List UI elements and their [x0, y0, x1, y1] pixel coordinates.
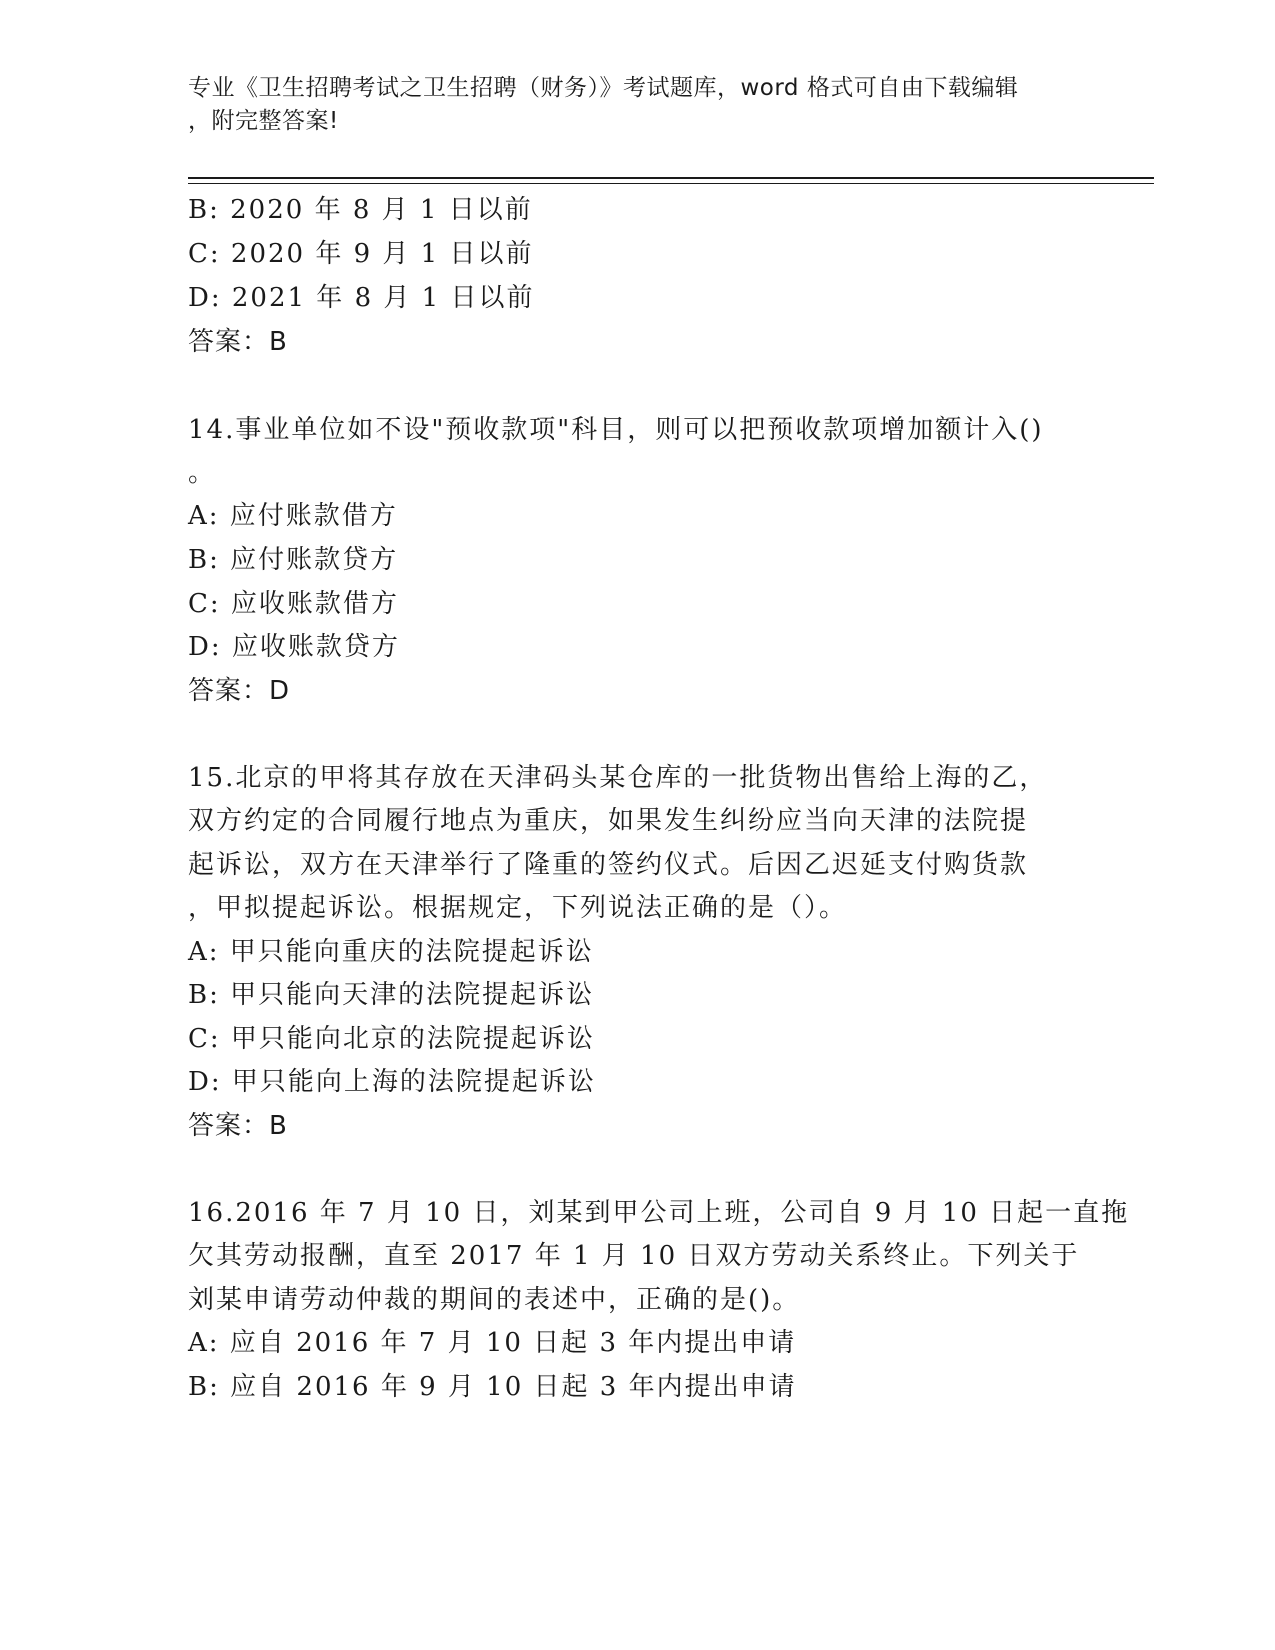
q15-answer: 答案：B: [188, 1111, 288, 1141]
q15-option-d: D: 甲只能向上海的法院提起诉讼: [188, 1067, 596, 1097]
header-rule-thick: [188, 177, 1154, 179]
q14-answer: 答案：D: [188, 676, 291, 706]
q16-option-a: A: 应自 2016 年 7 月 10 日起 3 年内提出申请: [188, 1328, 797, 1358]
q13-answer: 答案：B: [188, 327, 288, 357]
header-rule-thin: [188, 183, 1154, 184]
q16-stem-line-1: 16.2016 年 7 月 10 日，刘某到甲公司上班，公司自 9 月 10 日起一直拖: [188, 1198, 1130, 1228]
q14-stem-line-2: 。: [188, 458, 217, 488]
q15-stem-line-4: ，甲拟提起诉讼。根据规定，下列说法正确的是（）。: [188, 893, 848, 923]
document-header: [188, 72, 1088, 138]
q14-option-d: D: 应收账款贷方: [188, 632, 400, 662]
header-line-2: ，附完整答案!: [188, 108, 339, 134]
q15-stem-line-2: 双方约定的合同履行地点为重庆，如果发生纠纷应当向天津的法院提: [188, 806, 1029, 836]
q15-option-c: C: 甲只能向北京的法院提起诉讼: [188, 1024, 595, 1054]
q13-option-b: B: 2020 年 8 月 1 日以前: [188, 195, 533, 225]
q15-stem-line-1: 15.北京的甲将其存放在天津码头某仓库的一批货物出售给上海的乙，: [188, 763, 1048, 793]
q13-option-c: C: 2020 年 9 月 1 日以前: [188, 239, 534, 269]
q14-option-a: A: 应付账款借方: [188, 501, 398, 531]
q14-option-c: C: 应收账款借方: [188, 589, 399, 619]
q13-option-d: D: 2021 年 8 月 1 日以前: [188, 283, 535, 313]
q14-option-b: B: 应付账款贷方: [188, 545, 399, 575]
q15-stem-line-3: 起诉讼，双方在天津举行了隆重的签约仪式。后因乙迟延支付购货款: [188, 850, 1029, 880]
header-line-1: 专业《卫生招聘考试之卫生招聘（财务）》考试题库，word 格式可自由下载编辑: [188, 75, 1019, 101]
q16-stem-line-2: 欠其劳动报酬，直至 2017 年 1 月 10 日双方劳动关系终止。下列关于: [188, 1241, 1080, 1271]
q16-option-b: B: 应自 2016 年 9 月 10 日起 3 年内提出申请: [188, 1372, 797, 1402]
q14-stem-line-1: 14.事业单位如不设"预收款项"科目，则可以把预收款项增加额计入(): [188, 415, 1044, 445]
q15-option-b: B: 甲只能向天津的法院提起诉讼: [188, 980, 595, 1010]
q16-stem-line-3: 刘某申请劳动仲裁的期间的表述中，正确的是()。: [188, 1285, 801, 1315]
q15-option-a: A: 甲只能向重庆的法院提起诉讼: [188, 937, 594, 967]
